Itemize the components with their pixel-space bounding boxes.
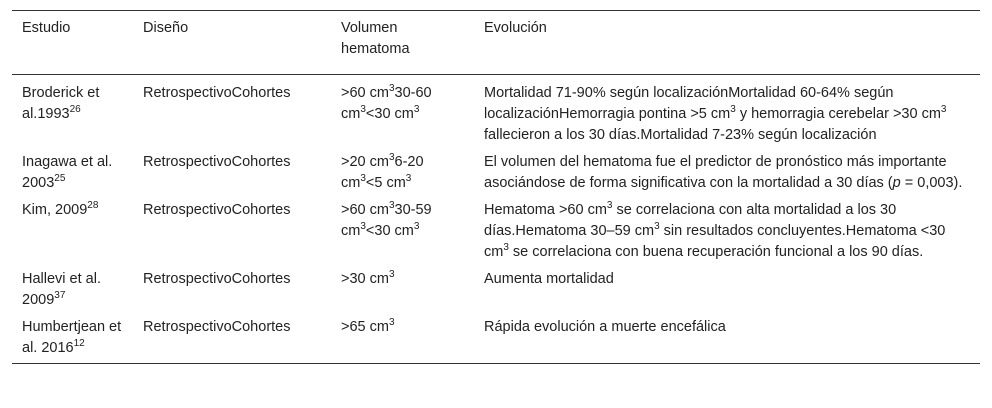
header-diseno: Diseño <box>143 20 189 36</box>
results-table <box>12 10 980 364</box>
cell-diseno: RetrospectivoCohortes <box>143 85 291 101</box>
cell-volumen: >60 $cm^330-59$ $cm^3<30$ $cm^3$ <box>341 200 432 239</box>
table-header-row <box>12 11 980 75</box>
reference-superscript: 12 <box>73 338 85 349</box>
table-row <box>12 196 980 265</box>
header-evolucion: Evolución <box>484 20 547 36</box>
table-row <box>12 148 980 196</box>
cell-diseno: RetrospectivoCohortes <box>143 319 291 335</box>
table-row <box>12 313 980 364</box>
header-estudio: Estudio <box>22 20 71 36</box>
cell-diseno: RetrospectivoCohortes <box>143 202 291 218</box>
cell-volumen: >30 $cm^3$ <box>341 269 395 287</box>
cell-estudio: Humbertjean et al. 2016$^{12}$ <box>22 319 122 356</box>
cell-estudio: Hallevi et al. 2009$^{37}$ <box>22 271 101 308</box>
cell-evolucion: Mortalidad 71-90% según localizaciónMortalidad 60-64% según localizaciónHemorragia pontina >5 $cm^3$ y hemorragia cerebelar >30 $cm^3$ fallecieron a los 30 días.Mortalidad 7-23% según localización <box>484 85 947 143</box>
cell-evolucion: Hematoma >60 $cm^3$ se correlaciona con alta mortalidad a los 30 días.Hematoma 30–59 $cm^3$ sin resultados concluyentes.Hematoma <30 $cm^3$ se correlaciona con buena recuperación funcional a los 90 días. <box>484 200 946 260</box>
cell-estudio: Inagawa et al. 2003$^{25}$ <box>22 154 113 191</box>
reference-superscript: 25 <box>54 173 66 184</box>
table-row <box>12 75 980 149</box>
cell-estudio: Broderick et al.1993$^{26}$ <box>22 85 100 122</box>
cell-evolucion: Aumenta mortalidad <box>484 271 614 287</box>
cell-estudio: Kim, 2009$^{28}$ <box>22 200 99 218</box>
cell-volumen: >60 $cm^330-60$ $cm^3<30$ $cm^3$ <box>341 83 432 122</box>
cell-evolucion: El volumen del hematoma fue el predictor de pronóstico más importante asociándose de forma significativa con la mortalidad a 30 días (p = 0,003). <box>484 154 963 191</box>
cell-volumen: >65 $cm^3$ <box>341 317 395 335</box>
reference-superscript: 26 <box>69 104 81 115</box>
reference-superscript: 28 <box>87 200 99 211</box>
cell-diseno: RetrospectivoCohortes <box>143 271 291 287</box>
reference-superscript: 37 <box>54 290 66 301</box>
cell-evolucion: Rápida evolución a muerte encefálica <box>484 319 726 335</box>
cell-diseno: RetrospectivoCohortes <box>143 154 291 170</box>
cell-volumen: >20 $cm^36-20$ $cm^3<5$ $cm^3$ <box>341 152 424 191</box>
header-volumen: Volumen hematoma <box>341 20 410 57</box>
table-row <box>12 265 980 313</box>
